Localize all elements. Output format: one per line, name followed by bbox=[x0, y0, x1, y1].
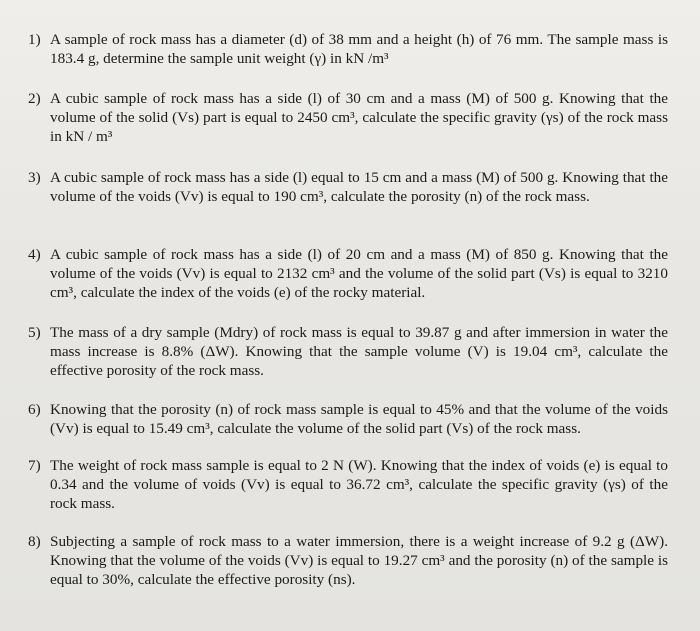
problem-text: Knowing that the porosity (n) of rock mass sample is equal to 45% and that the volume of the voids (Vv) is equal to 15.49 cm³, calculate the volume of the solid part (Vs) of the rock mass. bbox=[50, 401, 668, 438]
problem-4 bbox=[28, 245, 668, 303]
problem-text: A sample of rock mass has a diameter (d) of 38 mm and a height (h) of 76 mm. The sample mass is 183.4 g, determine the sample unit weight (γ) in kN /m³ bbox=[50, 31, 668, 68]
problem-3 bbox=[28, 168, 668, 206]
problem-2 bbox=[28, 89, 668, 147]
problem-6 bbox=[28, 400, 668, 438]
problem-text: Subjecting a sample of rock mass to a water immersion, there is a weight increase of 9.2 g (ΔW). Knowing that the volume of the voids (Vv) is equal to 19.27 cm³ and the porosity (n) of the sample is equal to 30%, calculate the effective porosity (ns). bbox=[50, 533, 668, 589]
problem-number: 1) bbox=[28, 31, 41, 48]
problem-text: A cubic sample of rock mass has a side (l) equal to 15 cm and a mass (M) of 500 g. Knowing that the volume of the voids (Vv) is equal to 190 cm³, calculate the porosity (n) of the rock mass. bbox=[50, 169, 668, 206]
problem-8 bbox=[28, 532, 668, 590]
problem-number: 4) bbox=[28, 246, 41, 263]
problem-number: 7) bbox=[28, 457, 41, 474]
problem-number: 6) bbox=[28, 401, 41, 418]
problem-text: The weight of rock mass sample is equal to 2 N (W). Knowing that the index of voids (e) is equal to 0.34 and the volume of voids (Vv) is equal to 36.72 cm³, calculate the specific gravity (γs) of the rock mass. bbox=[50, 457, 668, 513]
problem-text: The mass of a dry sample (Mdry) of rock mass is equal to 39.87 g and after immersion in water the mass increase is 8.8% (ΔW). Knowing that the sample volume (V) is 19.04 cm³, calculate the effective porosity of the rock mass. bbox=[50, 324, 668, 380]
problem-number: 8) bbox=[28, 533, 41, 550]
problem-7 bbox=[28, 456, 668, 514]
problem-1 bbox=[28, 30, 668, 68]
problem-number: 5) bbox=[28, 324, 41, 341]
problem-number: 2) bbox=[28, 90, 41, 107]
problem-5 bbox=[28, 323, 668, 381]
problem-text: A cubic sample of rock mass has a side (l) of 20 cm and a mass (M) of 850 g. Knowing that the volume of the voids (Vv) is equal to 2132 cm³ and the volume of the solid part (Vs) is equal to 3210 cm³, calculate the index of the voids (e) of the rocky material. bbox=[50, 246, 668, 302]
problem-number: 3) bbox=[28, 169, 41, 186]
problem-text: A cubic sample of rock mass has a side (l) of 30 cm and a mass (M) of 500 g. Knowing that the volume of the solid (Vs) part is equal to 2450 cm³, calculate the specific gravity (γs) of the rock mass in kN / m³ bbox=[50, 90, 668, 146]
